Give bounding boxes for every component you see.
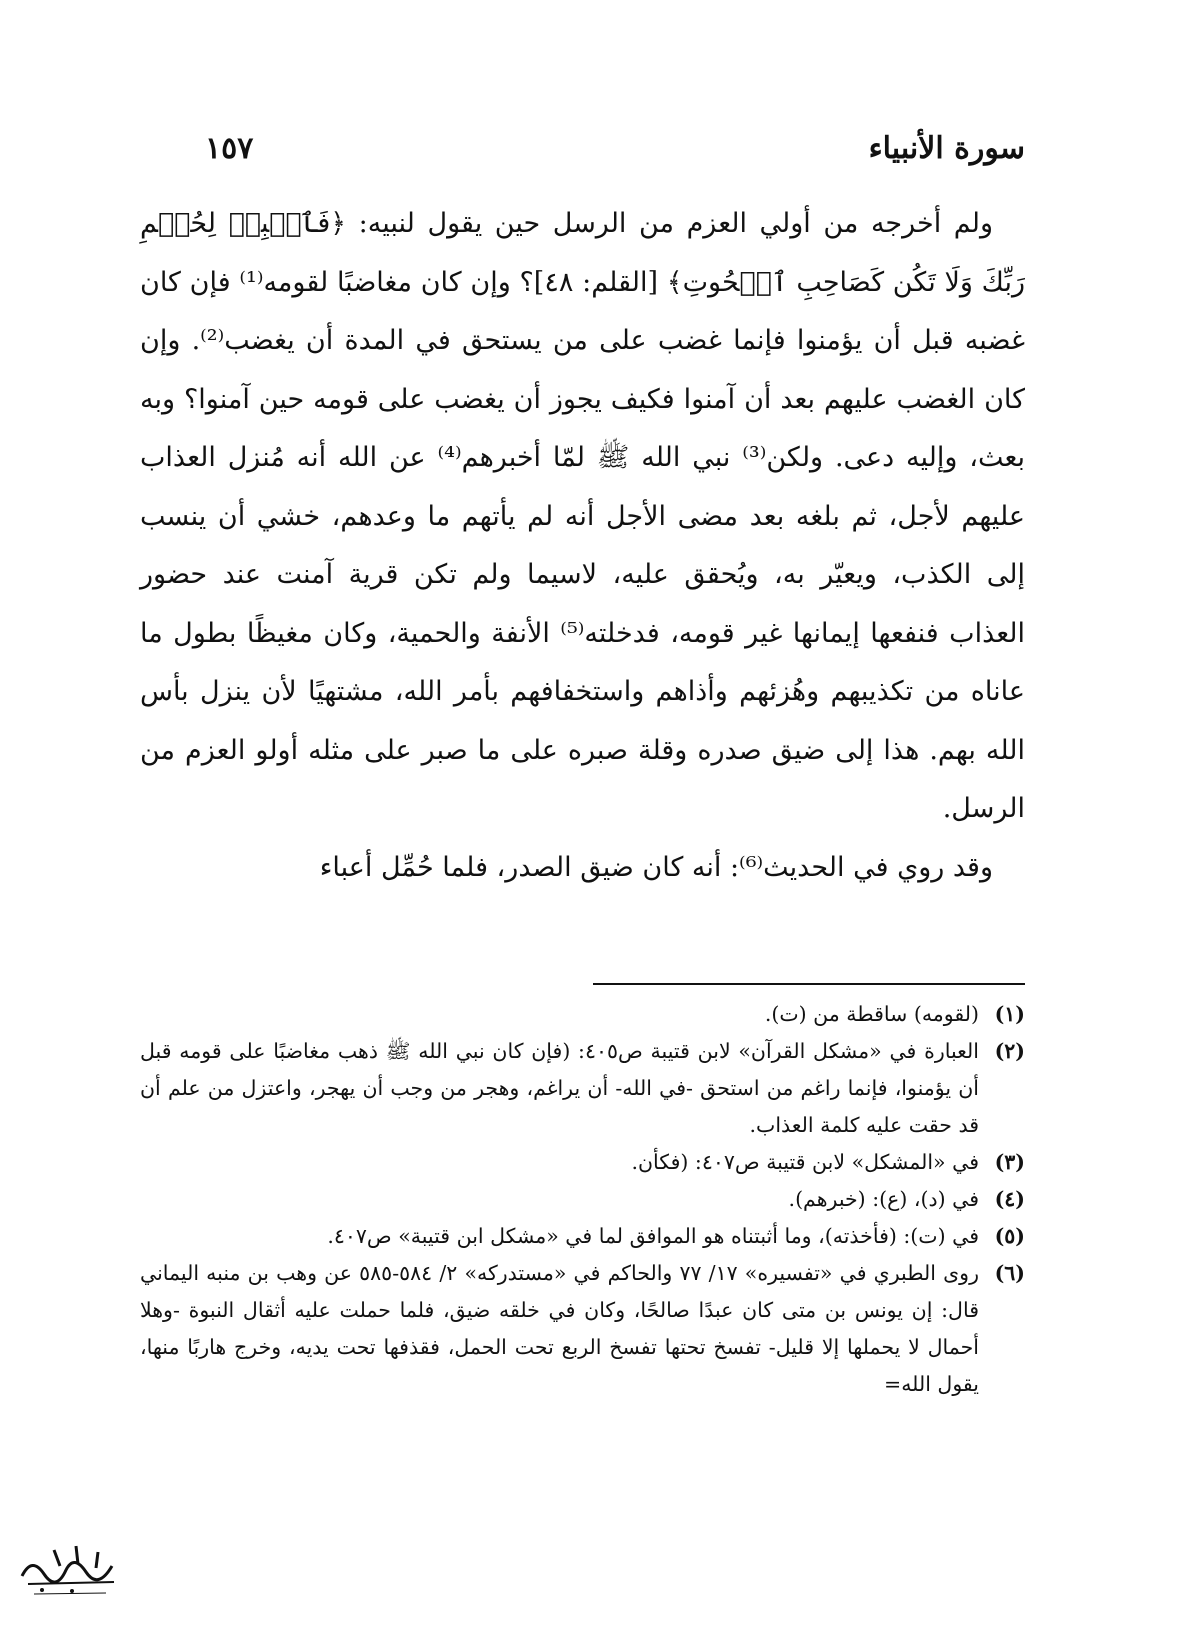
footnote-number: (٥) [994, 1224, 1025, 1248]
footnote-4 [140, 1181, 1025, 1218]
page-number: ١٥٧ [205, 130, 254, 166]
page-header [205, 118, 1025, 178]
body-paragraph-2: وقد روي في الحديث⁽⁶⁾: أنه كان ضيق الصدر، فلما حُمِّل أعباء [319, 851, 993, 883]
footnote-text: روى الطبري في «تفسيره» ١٧/ ٧٧ والحاكم في «مستدركه» ٢/ ٥٨٤-٥٨٥ عن وهب بن منبه اليماني قال: إن يونس بن متى كان عبدًا صالحًا، وكان في خلقه ضيق، فلما حملت عليه أثقال النبوة -وهلا أحمال لا يحملها إلا قليل- تفسخ تحتها تفسخ الربع تحت الحمل، فقذفها تحت يديه، وخرج هاربًا منها، يقول الله= [140, 1261, 979, 1396]
calligraphy-logo-icon [14, 1536, 124, 1598]
surah-title: سورة الأنبياء [868, 130, 1025, 166]
footnote-2 [140, 1033, 1025, 1144]
body-paragraph-1: ولم أخرجه من أولي العزم من الرسل حين يقول لنبيه: ﴿فَٱصۡبِرۡ لِحُكۡمِ رَبِّكَ وَلَا تَكُن كَصَاحِبِ ٱلۡحُوتِ﴾ [القلم: ٤٨]؟ وإن كان مغاضبًا لقومه⁽¹⁾ فإن كان غضبه قبل أن يؤمنوا فإنما غضب على من يستحق في المدة أن يغضب⁽²⁾. وإن كان الغضب عليهم بعد أن آمنوا فكيف يجوز أن يغضب على قومه حين آمنوا؟ وبه بعث، وإليه دعى. ولكن⁽³⁾ نبي الله ﷺ لمّا أخبرهم⁽⁴⁾ عن الله أنه مُنزل العذاب عليهم لأجل، ثم بلغه بعد مضى الأجل أنه لم يأتهم ما وعدهم، خشي أن ينسب إلى الكذب، ويعيّر به، ويُحقق عليه، لاسيما ولم تكن قرية آمنت عند حضور العذاب فنفعها إيمانها غير قومه، فدخلته⁽⁵⁾ الأنفة والحمية، وكان مغيظًا بطول ما عاناه من تكذيبهم وهُزئهم وأذاهم واستخفافهم بأمر الله، مشتهيًا لأن ينزل بأس الله بهم. هذا إلى ضيق صدره وقلة صبره على ما صبر على مثله أولو العزم من الرسل. [140, 208, 1026, 824]
footnote-text: في (د)، (ع): (خبرهم). [788, 1187, 979, 1211]
footnote-1 [140, 996, 1025, 1033]
footnote-number: (٣) [994, 1150, 1025, 1174]
footnote-number: (٦) [994, 1261, 1025, 1285]
footnote-number: (٤) [994, 1187, 1025, 1211]
footnote-number: (١) [994, 1002, 1025, 1026]
footnote-6 [140, 1255, 1025, 1403]
footnote-5 [140, 1218, 1025, 1255]
publisher-logo-icon [14, 1536, 124, 1598]
footnote-text: في (ت): (فأخذته)، وما أثبتناه هو الموافق لما في «مشكل ابن قتيبة» ص٤٠٧. [327, 1224, 979, 1248]
footnotes [140, 996, 1025, 1403]
main-text [140, 195, 1025, 897]
footnote-text: (لقومه) ساقطة من (ت). [764, 1002, 979, 1026]
footnote-text: العبارة في «مشكل القرآن» لابن قتيبة ص٤٠٥: (فإن كان نبي الله ﷺ ذهب مغاضبًا على قومه قبل أن يؤمنوا، فإنما راغم من استحق -في الله- أن يراغم، وهجر من وجب أن يهجر، واعتزل من علم أن قد حقت عليه كلمة العذاب. [140, 1039, 979, 1137]
footnote-divider [593, 983, 1025, 985]
footnote-text: في «المشكل» لابن قتيبة ص٤٠٧: (فكأن. [631, 1150, 979, 1174]
footnote-number: (٢) [994, 1039, 1025, 1063]
footnote-3 [140, 1144, 1025, 1181]
